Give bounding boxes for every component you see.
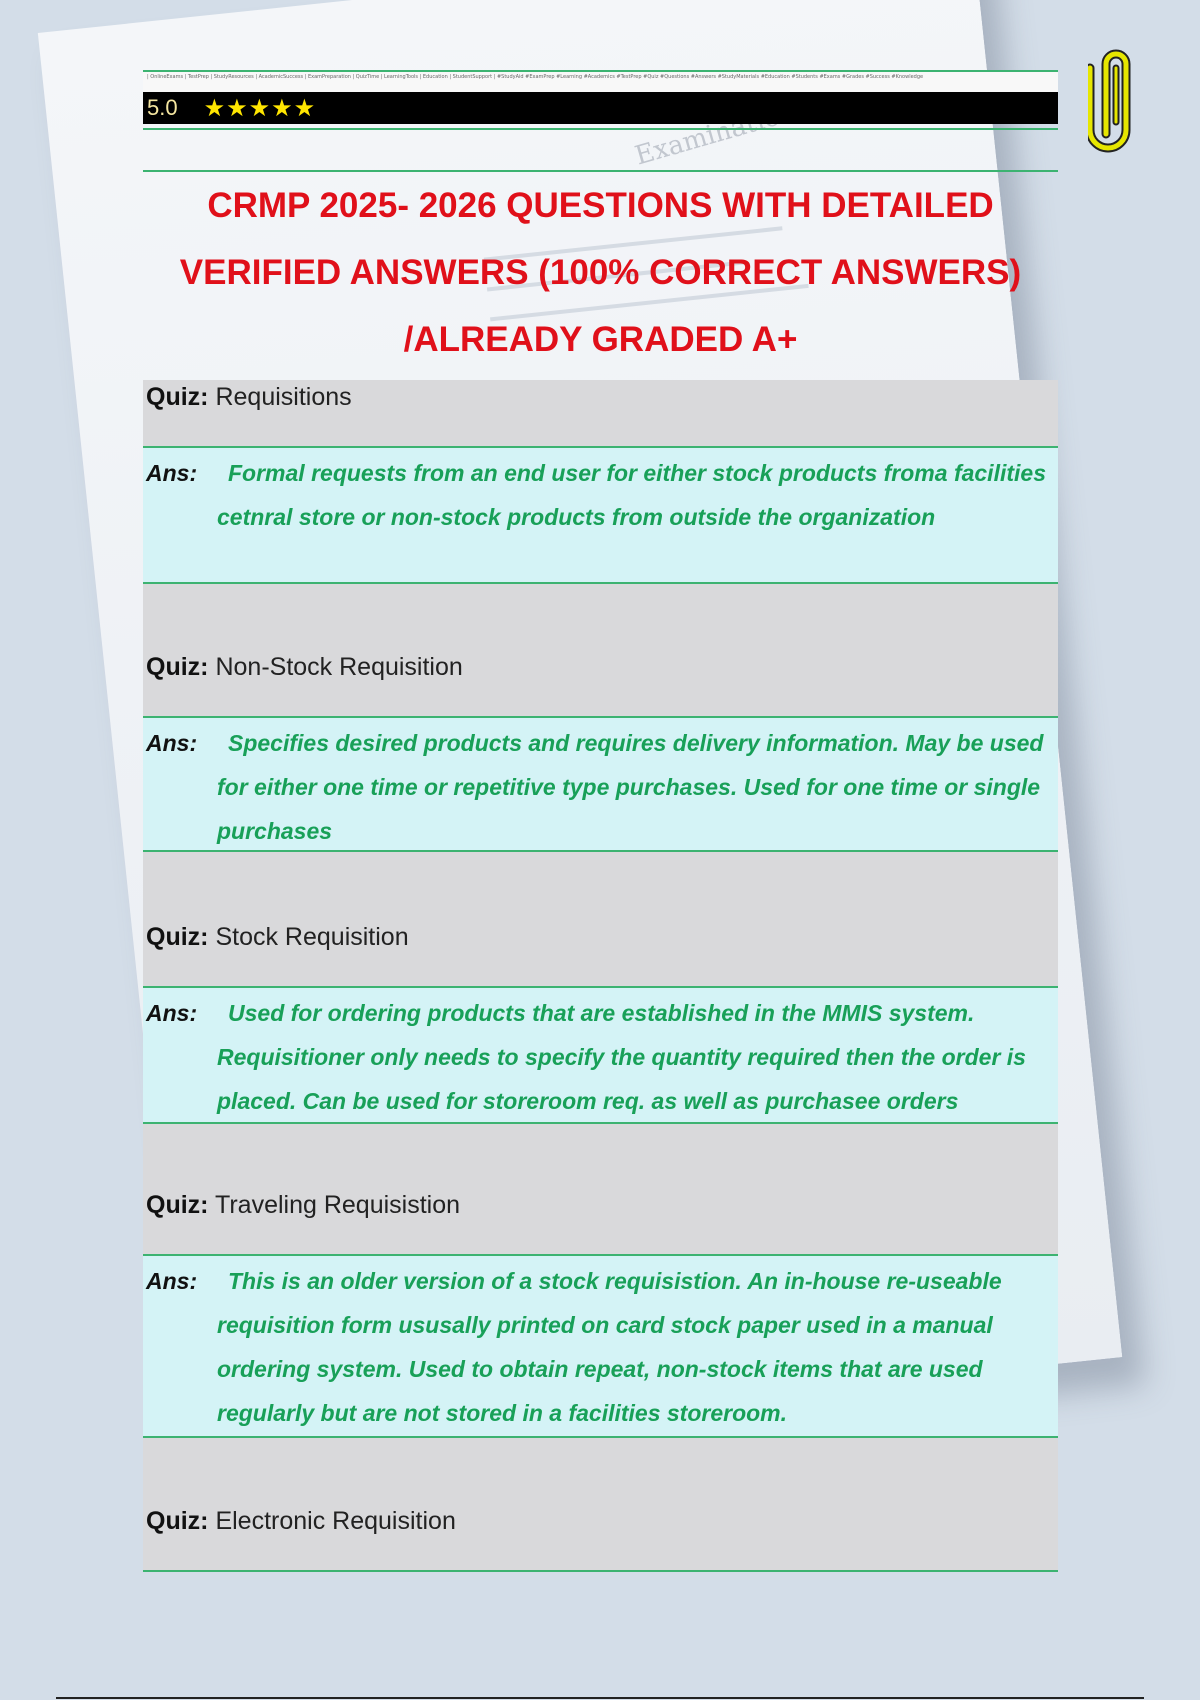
footer-divider: [56, 1697, 1144, 1699]
qa-list: [143, 380, 1058, 1572]
quiz-question: Non-Stock Requisition: [215, 653, 463, 681]
quiz-row: [143, 1438, 1058, 1572]
quiz-label: Quiz:: [146, 383, 209, 411]
quiz-row: [143, 1124, 1058, 1256]
title-line-3: /ALREADY GRADED A+: [403, 320, 798, 359]
answer-label: Ans:: [146, 1268, 198, 1294]
answer-label: Ans:: [146, 730, 198, 756]
answer-label: Ans:: [146, 460, 198, 486]
quiz-row: [143, 584, 1058, 718]
banner-small-print: | OnlineExams | TestPrep | StudyResources | AcademicSuccess | ExamPreparation | QuizTime | LearningTools | Education | StudentSupport | #StudyAid #ExamPrep #Learning #Academics #TestPrep #Quiz #Questions #Answers #StudyMaterials #Education #Students #Exams #Grades #Success #Knowledge: [143, 72, 1058, 92]
answer-label: Ans:: [146, 1000, 198, 1026]
answer-text: Specifies desired products and requires delivery information. May be used for either one time or repetitive type purchases. Used for one time or single purchases: [217, 730, 1044, 844]
document-title: [143, 170, 1058, 382]
answer-text: This is an older version of a stock requisistion. An in-house re-useable requisition form ususally printed on card stock paper used in a manual ordering system. Used to obtain repeat, non-stock items that are used regularly but are not stored in a facilities storeroom.: [217, 1268, 1002, 1426]
quiz-row: [143, 852, 1058, 988]
quiz-label: Quiz:: [146, 653, 209, 681]
quiz-label: Quiz:: [146, 1191, 209, 1219]
quiz-question: Requisitions: [215, 383, 352, 411]
title-line-2: VERIFIED ANSWERS (100% CORRECT ANSWERS): [179, 253, 1022, 292]
rating-stars-icon: ★★★★★: [203, 94, 317, 122]
header-banner: [143, 70, 1058, 130]
answer-row: [143, 1256, 1058, 1438]
rating-bar: [143, 92, 1058, 124]
answer-text: Formal requests from an end user for either stock products froma facilities cetnral store or non-stock products from outside the organization: [217, 460, 1046, 530]
quiz-question: Electronic Requisition: [215, 1507, 456, 1535]
quiz-question: Stock Requisition: [215, 923, 409, 951]
quiz-question: Traveling Requisistion: [215, 1191, 461, 1219]
paperclip-icon: [1088, 38, 1144, 156]
answer-row: [143, 988, 1058, 1124]
answer-row: [143, 448, 1058, 584]
quiz-label: Quiz:: [146, 1507, 209, 1535]
quiz-row: [143, 380, 1058, 448]
answer-row: [143, 718, 1058, 852]
title-line-1: CRMP 2025- 2026 QUESTIONS WITH DETAILED: [207, 186, 994, 225]
answer-text: Used for ordering products that are established in the MMIS system. Requisitioner only needs to specify the quantity required then the order is placed. Can be used for storeroom req. as well as purchasee orders: [217, 1000, 1026, 1114]
rating-score: 5.0: [147, 95, 178, 120]
quiz-label: Quiz:: [146, 923, 209, 951]
